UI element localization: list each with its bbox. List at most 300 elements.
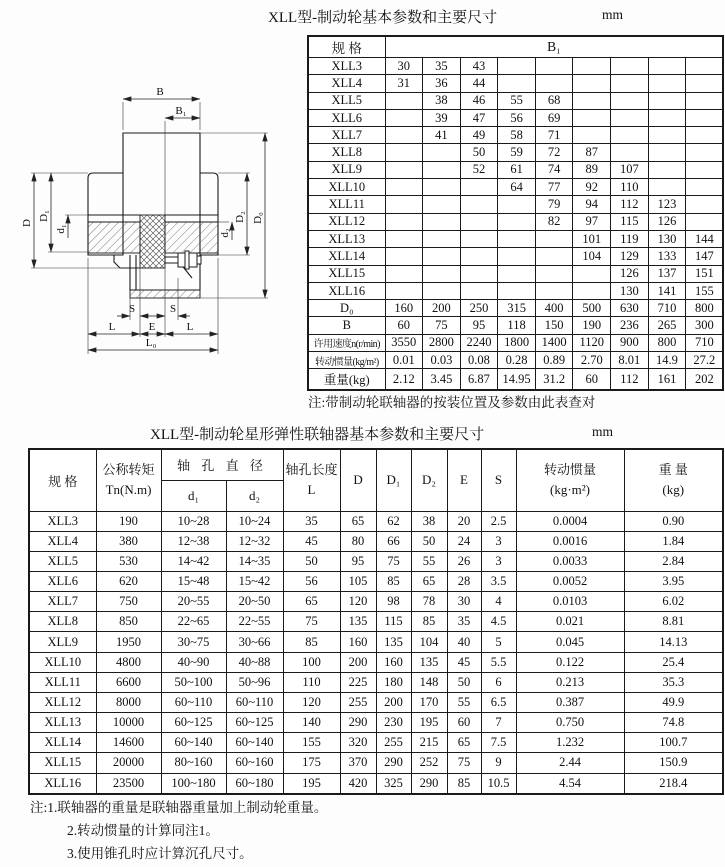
table-cell: 71 xyxy=(535,127,573,144)
table-cell: 60~180 xyxy=(226,773,283,794)
table-cell: 3.45 xyxy=(423,369,461,390)
note-line-2: 2.转动惯量的计算同注1。 xyxy=(67,823,219,838)
row-header-cell: XLL14 xyxy=(308,248,385,265)
table-cell: 155 xyxy=(283,733,340,753)
table-cell: 0.08 xyxy=(460,352,498,369)
table-cell xyxy=(385,144,423,161)
table-cell: 0.213 xyxy=(516,672,624,692)
table-cell: 315 xyxy=(498,300,536,317)
row-header-cell: XLL9 xyxy=(308,161,385,178)
table-cell: 50 xyxy=(460,144,498,161)
table-cell: 100 xyxy=(283,652,340,672)
table-cell: 59 xyxy=(498,144,536,161)
table-cell: 420 xyxy=(340,773,376,794)
table-cell xyxy=(423,213,461,230)
row-header-cell: D₀ xyxy=(308,300,385,317)
table-cell: 112 xyxy=(611,196,649,213)
table-cell: 190 xyxy=(573,317,611,334)
table-cell: 77 xyxy=(535,179,573,196)
table-cell: 74.8 xyxy=(624,713,723,733)
table-cell: 49 xyxy=(460,127,498,144)
table-cell: 4800 xyxy=(96,652,161,672)
table-cell: 148 xyxy=(411,672,447,692)
table-cell xyxy=(423,196,461,213)
table-cell: 100.7 xyxy=(624,733,723,753)
table-cell xyxy=(498,196,536,213)
table-cell xyxy=(460,196,498,213)
table-cell: 30 xyxy=(447,592,481,612)
row-header-cell: 转动惯量(kg/m²) xyxy=(308,352,385,369)
header-S: S xyxy=(481,449,516,511)
table-cell xyxy=(648,58,686,75)
table-cell: 55 xyxy=(498,92,536,109)
table-cell xyxy=(498,75,536,92)
header-inertia-line2: (kg·m²) xyxy=(550,482,591,498)
table-cell xyxy=(573,109,611,126)
table-cell: 200 xyxy=(340,652,376,672)
table1-unit-label: mm xyxy=(602,7,624,22)
table-cell xyxy=(611,109,649,126)
table-cell xyxy=(423,230,461,247)
table-cell: 147 xyxy=(686,248,724,265)
table-cell: 150.9 xyxy=(624,753,723,773)
table-cell: 0.0016 xyxy=(516,531,624,551)
table-cell: 255 xyxy=(376,733,411,753)
table-cell: 12~38 xyxy=(161,531,226,551)
header-D1: D₁ xyxy=(376,449,411,511)
table-cell: 0.90 xyxy=(624,511,723,531)
coupling-drawing xyxy=(18,68,280,360)
table-cell: 1.84 xyxy=(624,531,723,551)
row-header-cell: 许用速度n(r/min) xyxy=(308,334,385,351)
table-cell: 56 xyxy=(283,571,340,591)
table-cell xyxy=(460,248,498,265)
table-cell: 75 xyxy=(423,317,461,334)
table-cell: 130 xyxy=(611,282,649,299)
table-row xyxy=(29,753,723,773)
dim-label-B: B xyxy=(156,86,164,98)
table-cell: 115 xyxy=(611,213,649,230)
table-cell: 94 xyxy=(573,196,611,213)
table-header-row xyxy=(29,449,723,480)
table-cell xyxy=(686,161,724,178)
table-cell xyxy=(686,92,724,109)
table-cell: 65 xyxy=(283,592,340,612)
table-row xyxy=(308,58,723,75)
table-cell: 190 xyxy=(96,511,161,531)
table-cell: 8.01 xyxy=(611,352,649,369)
table-cell xyxy=(423,179,461,196)
table-cell: 133 xyxy=(648,248,686,265)
row-header-cell: XLL7 xyxy=(308,127,385,144)
table-cell: 620 xyxy=(96,571,161,591)
table-cell xyxy=(686,213,724,230)
row-header-cell: XLL14 xyxy=(29,733,96,753)
table-cell: 55 xyxy=(411,551,447,571)
row-header-cell: XLL8 xyxy=(29,612,96,632)
table-cell: 710 xyxy=(686,334,724,351)
row-header-cell: XLL4 xyxy=(308,75,385,92)
table-cell xyxy=(385,196,423,213)
table-cell: 900 xyxy=(611,334,649,351)
table-cell: 15~48 xyxy=(161,571,226,591)
table-cell: 89 xyxy=(573,161,611,178)
header-spec: 规 格 xyxy=(29,449,96,511)
table-cell xyxy=(535,230,573,247)
table-cell: 400 xyxy=(535,300,573,317)
table-cell: 60~140 xyxy=(161,733,226,753)
table-row xyxy=(29,713,723,733)
note-line-3: 3.使用锥孔时应计算沉孔尺寸。 xyxy=(67,846,253,861)
table-cell xyxy=(573,127,611,144)
table-cell xyxy=(686,127,724,144)
table-cell: 26 xyxy=(447,551,481,571)
table-cell: 85 xyxy=(447,773,481,794)
table-cell: 30 xyxy=(385,58,423,75)
table-cell: 60~160 xyxy=(226,753,283,773)
table-cell: 325 xyxy=(376,773,411,794)
table-cell: 95 xyxy=(460,317,498,334)
table-cell: 14.9 xyxy=(648,352,686,369)
table-cell: 45 xyxy=(283,531,340,551)
table-cell: 10000 xyxy=(96,713,161,733)
table-cell xyxy=(498,248,536,265)
table-cell xyxy=(611,75,649,92)
table-cell: 3.5 xyxy=(481,571,516,591)
table-cell: 10~24 xyxy=(226,511,283,531)
table-cell xyxy=(611,127,649,144)
table-cell: 161 xyxy=(648,369,686,390)
table-cell: 25.4 xyxy=(624,652,723,672)
table-cell: 24 xyxy=(447,531,481,551)
table-row xyxy=(308,179,723,196)
table-row xyxy=(29,551,723,571)
table-cell: 95 xyxy=(340,551,376,571)
table-cell xyxy=(385,161,423,178)
table-cell: 82 xyxy=(535,213,573,230)
table-cell: 135 xyxy=(340,612,376,632)
table-cell: 12~32 xyxy=(226,531,283,551)
table-cell: 155 xyxy=(686,282,724,299)
table-cell xyxy=(423,282,461,299)
table-cell: 85 xyxy=(283,632,340,652)
table-cell: 0.750 xyxy=(516,713,624,733)
table-cell: 160 xyxy=(385,300,423,317)
table-cell xyxy=(535,75,573,92)
table-cell: 74 xyxy=(535,161,573,178)
table1-header-spec: 规 格 xyxy=(308,36,385,58)
table-cell: 0.387 xyxy=(516,692,624,712)
table-cell: 2.44 xyxy=(516,753,624,773)
table-cell: 110 xyxy=(611,179,649,196)
table-cell: 22~65 xyxy=(161,612,226,632)
table-cell: 35 xyxy=(283,511,340,531)
table-cell: 75 xyxy=(447,753,481,773)
table-cell: 8000 xyxy=(96,692,161,712)
table-cell: 137 xyxy=(648,265,686,282)
row-header-cell: XLL12 xyxy=(29,692,96,712)
table-cell: 236 xyxy=(611,317,649,334)
row-header-cell: 重量(kg) xyxy=(308,369,385,390)
table-cell: 10.5 xyxy=(481,773,516,794)
table-cell: 40 xyxy=(447,632,481,652)
coupling-table xyxy=(28,448,724,795)
table-cell: 265 xyxy=(648,317,686,334)
table-cell: 52 xyxy=(460,161,498,178)
table-cell: 0.01 xyxy=(385,352,423,369)
table-cell: 46 xyxy=(460,92,498,109)
table-cell: 79 xyxy=(535,196,573,213)
table-header-row xyxy=(308,36,723,58)
table-cell: 123 xyxy=(648,196,686,213)
table-cell xyxy=(611,58,649,75)
table-cell: 4.5 xyxy=(481,612,516,632)
table-cell: 47 xyxy=(460,109,498,126)
table-cell: 14600 xyxy=(96,733,161,753)
table-cell: 14~35 xyxy=(226,551,283,571)
table-cell: 3 xyxy=(481,531,516,551)
table-cell: 630 xyxy=(611,300,649,317)
table-cell xyxy=(460,179,498,196)
table-row xyxy=(308,282,723,299)
table-cell: 290 xyxy=(411,773,447,794)
bolt xyxy=(165,251,201,269)
table-row xyxy=(29,773,723,794)
table-row xyxy=(308,213,723,230)
table-cell xyxy=(498,58,536,75)
table-cell: 56 xyxy=(498,109,536,126)
table-cell: 101 xyxy=(573,230,611,247)
table-cell: 60~110 xyxy=(161,692,226,712)
table2-unit-label: mm xyxy=(592,424,614,439)
row-header-cell: XLL16 xyxy=(308,282,385,299)
table-cell xyxy=(385,109,423,126)
table-cell xyxy=(648,127,686,144)
table-cell: 58 xyxy=(498,127,536,144)
table-cell: 22~55 xyxy=(226,612,283,632)
table-cell: 66 xyxy=(376,531,411,551)
table2-title: XLL型-制动轮星形弹性联轴器基本参数和主要尺寸 xyxy=(150,427,485,443)
table-cell: 180 xyxy=(376,672,411,692)
table-cell: 60~125 xyxy=(226,713,283,733)
table-cell: 40~88 xyxy=(226,652,283,672)
table-cell xyxy=(611,144,649,161)
table-cell: 6.02 xyxy=(624,592,723,612)
table-cell: 14.13 xyxy=(624,632,723,652)
table-cell: 105 xyxy=(340,571,376,591)
table-cell: 50~100 xyxy=(161,672,226,692)
row-header-cell: XLL12 xyxy=(308,213,385,230)
table-row xyxy=(308,248,723,265)
table-cell: 6 xyxy=(481,672,516,692)
table-row xyxy=(29,733,723,753)
table-cell: 110 xyxy=(283,672,340,692)
table-row xyxy=(308,75,723,92)
table-cell: 60 xyxy=(385,317,423,334)
table-cell: 0.122 xyxy=(516,652,624,672)
table-cell: 50~96 xyxy=(226,672,283,692)
table-cell: 144 xyxy=(686,230,724,247)
table-cell: 800 xyxy=(648,334,686,351)
table-cell xyxy=(460,230,498,247)
table-cell: 130 xyxy=(648,230,686,247)
table-cell xyxy=(535,248,573,265)
row-header-cell: XLL5 xyxy=(308,92,385,109)
table-cell: 202 xyxy=(686,369,724,390)
header-d2: d₂ xyxy=(226,480,283,511)
table-cell xyxy=(686,179,724,196)
table-cell: 31.2 xyxy=(535,369,573,390)
table-cell: 129 xyxy=(611,248,649,265)
table-cell: 151 xyxy=(686,265,724,282)
dim-label-B1: B₁ xyxy=(175,105,187,117)
row-header-cell: XLL8 xyxy=(308,144,385,161)
table1-note: 注:带制动轮联轴器的按装位置及参数由此表查对 xyxy=(308,395,596,410)
row-header-cell: XLL6 xyxy=(308,109,385,126)
dim-label-L-right: L xyxy=(186,321,194,333)
table-row xyxy=(29,692,723,712)
table-cell: 160 xyxy=(376,652,411,672)
table-cell xyxy=(385,213,423,230)
table-row xyxy=(29,632,723,652)
table-cell: 104 xyxy=(411,632,447,652)
dim-label-L0: L₀ xyxy=(145,337,157,349)
table-row xyxy=(308,334,723,351)
table-cell: 100~180 xyxy=(161,773,226,794)
table-cell: 6.87 xyxy=(460,369,498,390)
table-cell: 3 xyxy=(481,551,516,571)
table1-title: XLL型-制动轮基本参数和主要尺寸 xyxy=(268,10,498,26)
table-cell: 6.5 xyxy=(481,692,516,712)
table-cell: 31 xyxy=(385,75,423,92)
row-header-cell: XLL11 xyxy=(308,196,385,213)
row-header-cell: XLL5 xyxy=(29,551,96,571)
table-cell xyxy=(648,109,686,126)
table-cell xyxy=(535,265,573,282)
table-cell: 2240 xyxy=(460,334,498,351)
row-header-cell: XLL9 xyxy=(29,632,96,652)
table-row xyxy=(29,672,723,692)
table-cell: 39 xyxy=(423,109,461,126)
table-cell xyxy=(423,161,461,178)
dim-label-L-left: L xyxy=(108,321,116,333)
header-bore-length xyxy=(283,449,340,511)
table-cell: 4.54 xyxy=(516,773,624,794)
table-cell: 50 xyxy=(411,531,447,551)
table-cell: 49.9 xyxy=(624,692,723,712)
table-cell: 0.89 xyxy=(535,352,573,369)
table-cell: 0.021 xyxy=(516,612,624,632)
table-cell: 87 xyxy=(573,144,611,161)
table-cell xyxy=(686,58,724,75)
table-cell: 370 xyxy=(340,753,376,773)
table-cell: 38 xyxy=(423,92,461,109)
table-row xyxy=(29,612,723,632)
table-cell: 118 xyxy=(498,317,536,334)
table-cell: 35 xyxy=(447,612,481,632)
row-header-cell: XLL10 xyxy=(29,652,96,672)
table-cell: 4 xyxy=(481,592,516,612)
table-cell: 97 xyxy=(573,213,611,230)
table-cell: 710 xyxy=(648,300,686,317)
dim-label-E: E xyxy=(148,321,156,333)
table-cell: 135 xyxy=(376,632,411,652)
table-cell: 2.5 xyxy=(481,511,516,531)
table-cell: 65 xyxy=(340,511,376,531)
table-cell: 230 xyxy=(376,713,411,733)
table-cell: 112 xyxy=(611,369,649,390)
table-cell: 38 xyxy=(411,511,447,531)
table-cell: 170 xyxy=(411,692,447,712)
table-cell xyxy=(573,92,611,109)
table-cell: 35.3 xyxy=(624,672,723,692)
table-cell: 69 xyxy=(535,109,573,126)
table-row xyxy=(29,592,723,612)
table-cell: 0.28 xyxy=(498,352,536,369)
table-row xyxy=(308,127,723,144)
header-torque-line1: 公称转矩 xyxy=(102,462,155,478)
table-cell: 78 xyxy=(411,592,447,612)
table-cell xyxy=(686,75,724,92)
table-cell xyxy=(611,92,649,109)
header-bore-diameter: 轴 孔 直 径 xyxy=(161,449,283,480)
table-cell: 50 xyxy=(283,551,340,571)
row-header-cell: XLL11 xyxy=(29,672,96,692)
table-cell: 30~75 xyxy=(161,632,226,652)
table-cell: 40~90 xyxy=(161,652,226,672)
table-cell: 15~42 xyxy=(226,571,283,591)
table-cell xyxy=(423,265,461,282)
table-cell: 23500 xyxy=(96,773,161,794)
table-cell xyxy=(460,213,498,230)
table-cell xyxy=(498,265,536,282)
table-cell: 250 xyxy=(460,300,498,317)
dim-label-S-right: S xyxy=(169,303,177,315)
table-row xyxy=(308,352,723,369)
header-d1: d₁ xyxy=(161,480,226,511)
brake-wheel-table xyxy=(307,35,724,391)
table-cell: 252 xyxy=(411,753,447,773)
table-cell: 215 xyxy=(411,733,447,753)
header-weight xyxy=(624,449,723,511)
table-cell xyxy=(385,127,423,144)
table-cell: 135 xyxy=(411,652,447,672)
table-cell xyxy=(535,58,573,75)
table-row xyxy=(308,317,723,334)
header-torque-line2: Tn(N.m) xyxy=(105,482,152,498)
table-cell: 850 xyxy=(96,612,161,632)
table-cell xyxy=(686,144,724,161)
table-cell: 20~50 xyxy=(226,592,283,612)
header-E: E xyxy=(447,449,481,511)
table-cell xyxy=(535,282,573,299)
table-cell: 1800 xyxy=(498,334,536,351)
table-cell: 35 xyxy=(423,58,461,75)
table-cell xyxy=(573,58,611,75)
table-cell: 300 xyxy=(686,317,724,334)
table-cell: 5 xyxy=(481,632,516,652)
table-cell: 9 xyxy=(481,753,516,773)
table-cell: 80~160 xyxy=(161,753,226,773)
table-cell: 380 xyxy=(96,531,161,551)
table-cell: 290 xyxy=(340,713,376,733)
table-cell: 218.4 xyxy=(624,773,723,794)
row-header-cell: XLL15 xyxy=(308,265,385,282)
table-row xyxy=(308,161,723,178)
table-cell: 7 xyxy=(481,713,516,733)
table-cell: 160 xyxy=(340,632,376,652)
header-inertia xyxy=(516,449,624,511)
